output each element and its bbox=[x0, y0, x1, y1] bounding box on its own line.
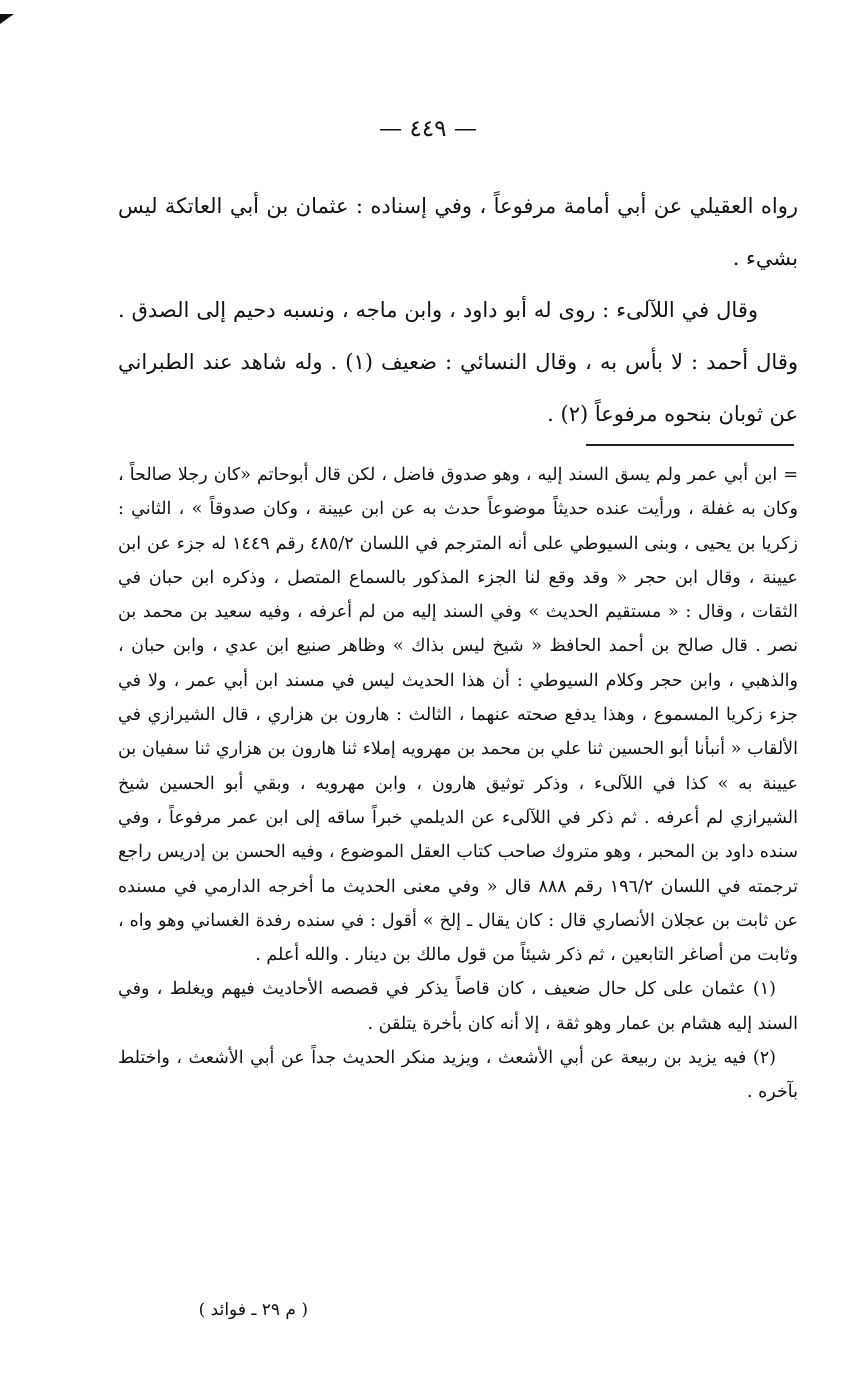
footnote-divider bbox=[586, 444, 794, 446]
page-number: — ٤٤٩ — bbox=[379, 116, 477, 142]
corner-mark bbox=[0, 14, 14, 24]
footnotes bbox=[118, 458, 798, 1110]
main-paragraph-2: وقال في اللآلىء : روى له أبو داود ، وابن ماجه ، ونسبه دحيم إلى الصدق . وقال أحمد : لا بأس به ، وقال النسائي : ضعيف (١) . وله شاهد عند الطبراني عن ثوبان بنحوه مرفوعاً (٢) . bbox=[118, 298, 799, 426]
footnote-continuation: = ابن أبي عمر ولم يسق السند إليه ، وهو صدوق فاضل ، لكن قال أبوحاتم «كان رجلا صالحاً ، وكان به غفلة ، ورأيت عنده حديثاً موضوعاً حدث به عن ابن عيينة ، وكان صدوقاً » ، الثاني : زكريا بن يحيى ، وبنى السيوطي على أنه المترجم في اللسان ٤٨٥/٢ رقم ١٤٤٩ له جزء عن ابن عيينة ، وقال ابن حجر « وقد وقع لنا الجزء المذكور بالسماع المتصل ، وذكره ابن حبان في الثقات ، وقال : « مستقيم الحديث » وفي السند إليه من لم أعرفه ، وفيه سعيد بن محمد بن نصر . قال صالح بن أحمد الحافظ « شيخ ليس بذاك » وظاهر صنيع ابن عدي ، وابن حبان ، والذهبي ، وابن حجر وكلام السيوطي : أن هذا الحديث ليس في مسند ابن أبي عمر ، ولا في جزء زكريا المسموع ، وهذا يدفع صحته عنهما ، الثالث : هارون بن هزاري ، قال الشيرازي في الألقاب « أنبأنا أبو الحسين ثنا علي بن محمد بن مهرويه إملاء ثنا هارون بن هزاري ثنا سفيان بن عيينة به » كذا في اللآلىء ، وذكر توثيق هارون ، وابن مهرويه ، وبقي أبو الحسين شيخ الشيرازي لم أعرفه . ثم ذكر في اللآلىء عن الديلمي خبراً ساقه إلى ابن عمر مرفوعاً ، وفي سنده داود بن المحبر ، وهو متروك صاحب كتاب العقل الموضوع ، وفيه الحسن بن إدريس راجع ترجمته في اللسان ١٩٦/٢ رقم ٨٨٨ قال « وفي معنى الحديث ما أخرجه الدارمي في مسنده عن ثابت بن عجلان الأنصاري قال : كان يقال ـ إلخ » أقول : في سنده رفدة الغساني وهو واه ، وثابت من أصاغر التابعين ، ثم ذكر شيئاً من قول مالك بن دينار . والله أعلم . bbox=[118, 465, 798, 966]
footnote-2: (٢) فيه يزيد بن ربيعة عن أبي الأشعث ، ويزيد منكر الحديث جداً عن أبي الأشعث ، واختلط بآخره . bbox=[118, 1048, 798, 1103]
footnote-1: (١) عثمان على كل حال ضعيف ، كان قاصاً يذكر في قصصه الأحاديث فيهم ويغلط ، وفي السند إليه هشام بن عمار وهو ثقة ، إلا أنه كان بأخرة يتلقن . bbox=[118, 979, 798, 1034]
main-paragraph-1: رواه العقيلي عن أبي أمامة مرفوعاً ، وفي إسناده : عثمان بن أبي العاتكة ليس بشيء . bbox=[118, 194, 798, 270]
signature-mark: ( م ٢٩ ـ فوائد ) bbox=[198, 1300, 308, 1320]
main-text bbox=[118, 180, 798, 440]
